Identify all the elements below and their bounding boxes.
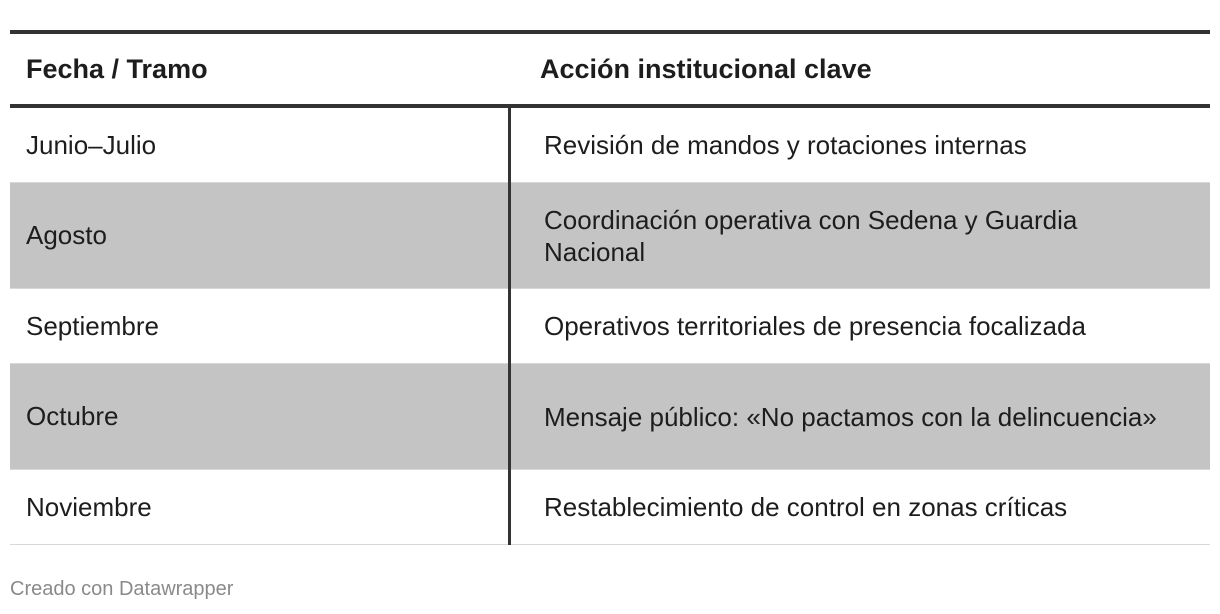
table-row xyxy=(10,183,1210,289)
column-header-fecha: Fecha / Tramo xyxy=(26,53,208,84)
table-row xyxy=(10,108,1210,183)
cell-accion: Revisión de mandos y rotaciones internas xyxy=(544,130,1027,160)
column-divider xyxy=(508,108,511,545)
table-body xyxy=(10,108,1210,545)
cell-fecha: Agosto xyxy=(26,220,107,250)
table-row xyxy=(10,364,1210,470)
column-header-accion: Acción institucional clave xyxy=(540,53,872,84)
data-table xyxy=(10,30,1210,545)
table-row xyxy=(10,470,1210,545)
cell-fecha: Septiembre xyxy=(26,310,159,341)
cell-fecha: Noviembre xyxy=(26,491,152,522)
table-row xyxy=(10,289,1210,364)
datawrapper-credit: Creado con Datawrapper xyxy=(10,578,234,600)
cell-accion: Operativos territoriales de presencia focalizada xyxy=(544,311,1086,341)
cell-accion: Restablecimiento de control en zonas críticas xyxy=(544,492,1068,522)
cell-accion: Coordinación operativa con Sedena y Guardia Nacional xyxy=(544,204,1078,267)
cell-fecha: Octubre xyxy=(26,401,119,431)
cell-accion: Mensaje público: «No pactamos con la delincuencia» xyxy=(544,401,1157,432)
table-header-row xyxy=(10,34,1210,108)
cell-fecha: Junio–Julio xyxy=(26,129,157,160)
